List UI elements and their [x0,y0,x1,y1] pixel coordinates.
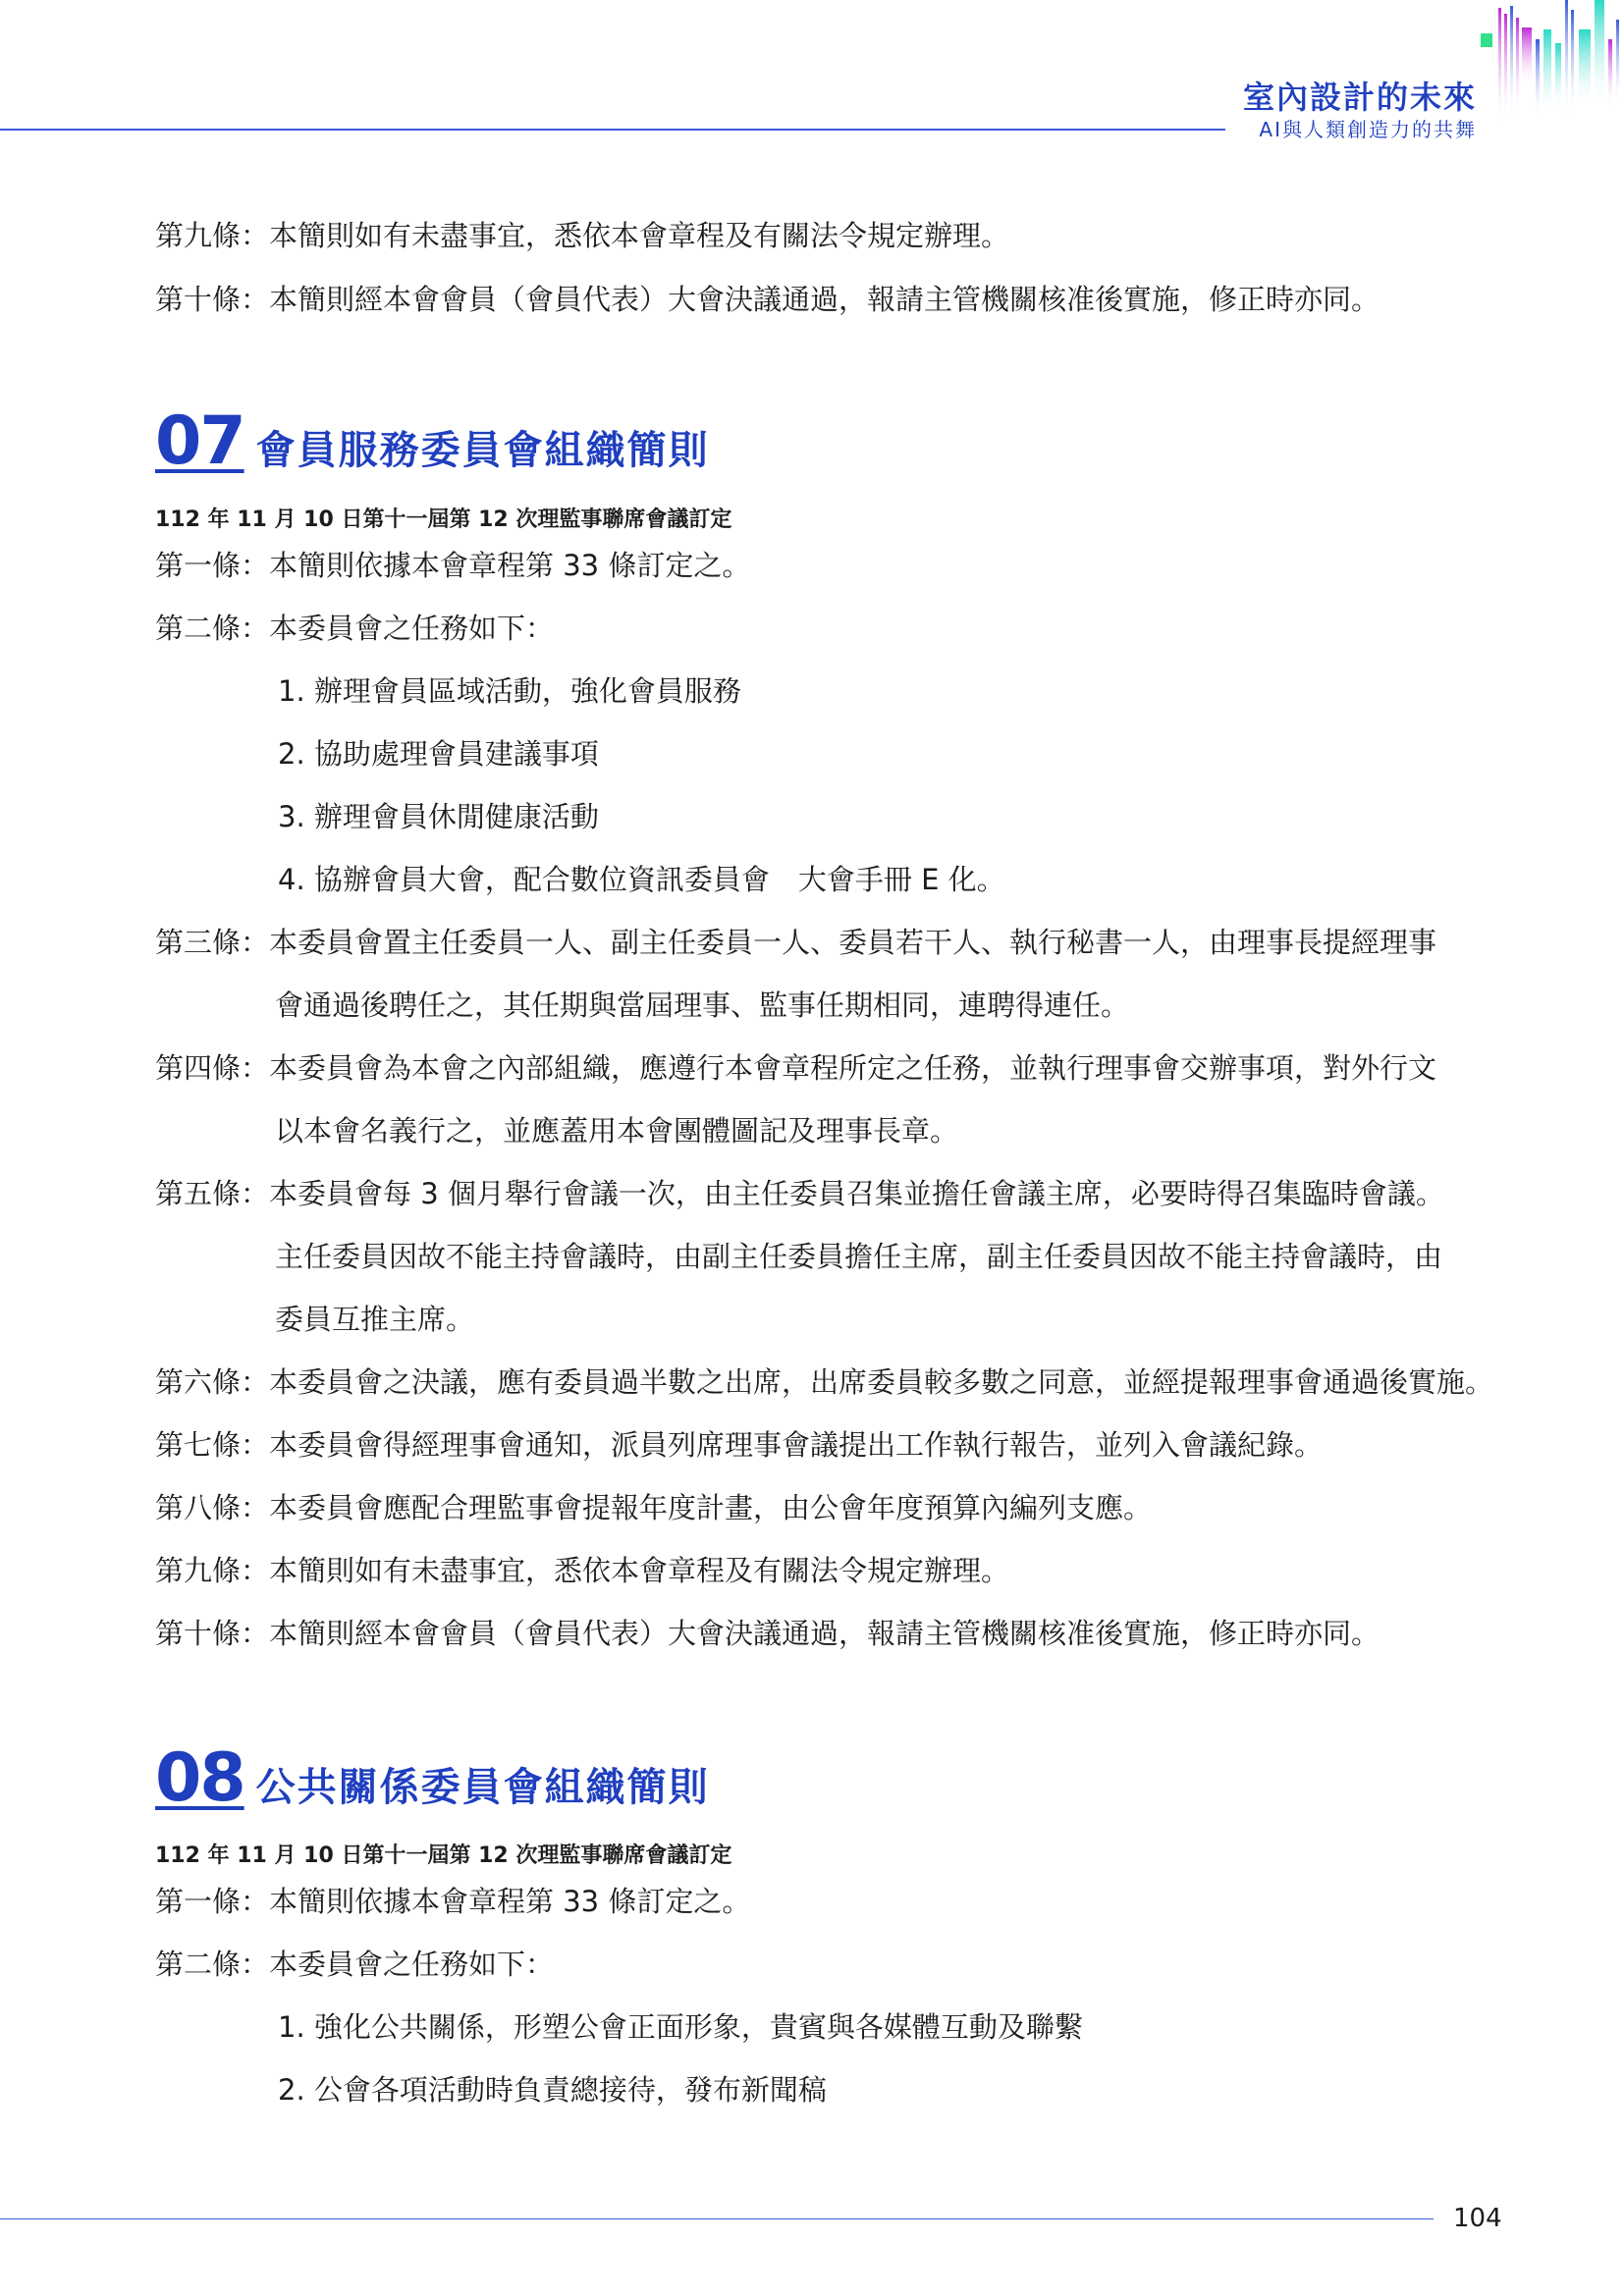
s07-article-5-cont2: 委員互推主席。 [275,1303,475,1336]
article-text: 本簡則經本會會員（會員代表）大會決議通過，報請主管機關核准後實施，修正時亦同。 [269,283,1380,316]
header-decoration-bars [1477,0,1624,137]
article-label: 第九條： [155,219,270,252]
s08-item-2: 2. 公會各項活動時負責總接待，發布新聞稿 [278,2073,827,2107]
article-label: 第一條： [155,1885,270,1918]
s08-item-1: 1. 強化公共關係，形塑公會正面形象，貴賓與各媒體互動及聯繫 [278,2010,1083,2044]
s07-article-4-cont: 以本會名義行之，並應蓋用本會團體圖記及理事長章。 [275,1114,959,1148]
article-label: 第十條： [155,283,270,316]
header-title: 室內設計的未來 [1242,79,1477,116]
page-number: 104 [1453,2204,1502,2233]
article-label: 第五條： [155,1177,270,1210]
s07-article-4 [155,1050,1436,1086]
article-text: 本簡則經本會會員（會員代表）大會決議通過，報請主管機關核准後實施，修正時亦同。 [269,1617,1380,1650]
section-title: 公共關係委員會組織簡則 [255,1765,710,1810]
header-rule [0,129,1225,131]
article-label: 第七條： [155,1428,270,1462]
s07-article-3 [155,925,1436,960]
s07-article-6 [155,1364,1493,1400]
s07-item-3: 3. 辦理會員休閒健康活動 [278,800,599,833]
article-text: 本委員會得經理事會通知，派員列席理事會議提出工作執行報告，並列入會議紀錄。 [269,1428,1324,1462]
article-text: 本委員會之任務如下： [269,1948,555,1981]
article-text: 本簡則如有未盡事宜，悉依本會章程及有關法令規定辦理。 [269,1554,1010,1587]
s07-article-10 [155,1616,1380,1651]
article-label: 第二條： [155,612,270,645]
article-label: 第二條： [155,1948,270,1981]
section-number: 08 [155,1739,244,1817]
article-text: 本簡則依據本會章程第 33 條訂定之。 [269,549,751,582]
section-number: 07 [155,402,244,480]
s07-article-7 [155,1427,1323,1463]
s07-item-4: 4. 協辦會員大會，配合數位資訊委員會 大會手冊 E 化。 [278,863,1005,896]
article-9-top [155,218,1009,253]
section-08-heading [155,1739,710,1817]
article-text: 本委員會置主任委員一人、副主任委員一人、委員若干人、執行秘書一人，由理事長提經理事 [269,926,1437,959]
s07-article-5 [155,1176,1444,1211]
s07-item-2: 2. 協助處理會員建議事項 [278,737,599,771]
article-label: 第八條： [155,1491,270,1524]
article-text: 本簡則依據本會章程第 33 條訂定之。 [269,1885,751,1918]
s08-article-1 [155,1884,750,1919]
article-text: 本委員會應配合理監事會提報年度計畫，由公會年度預算內編列支應。 [269,1491,1153,1524]
article-text: 本委員會每 3 個月舉行會議一次，由主任委員召集並擔任會議主席，必要時得召集臨時會議。 [269,1177,1444,1210]
s07-article-2 [155,611,554,646]
section-title: 會員服務委員會組織簡則 [255,428,710,473]
s07-item-1: 1. 辦理會員區域活動，強化會員服務 [278,674,741,708]
s07-article-9 [155,1553,1009,1588]
section-08-note: 112 年 11 月 10 日第十一屆第 12 次理監事聯席會議訂定 [155,1843,732,1868]
article-text: 本委員會為本會之內部組織，應遵行本會章程所定之任務，並執行理事會交辦事項，對外行文 [269,1051,1437,1085]
article-text: 本委員會之決議，應有委員過半數之出席，出席委員較多數之同意，並經提報理事會通過後實施。 [269,1365,1494,1399]
article-label: 第一條： [155,549,270,582]
s08-article-2 [155,1947,554,1982]
article-label: 第九條： [155,1554,270,1587]
article-label: 第三條： [155,926,270,959]
s07-article-1 [155,548,750,583]
article-10-top [155,282,1380,317]
section-07-note: 112 年 11 月 10 日第十一屆第 12 次理監事聯席會議訂定 [155,507,732,532]
section-07-heading [155,402,710,480]
footer-rule [0,2218,1434,2219]
article-text: 本委員會之任務如下： [269,612,555,645]
article-label: 第四條： [155,1051,270,1085]
article-label: 第十條： [155,1617,270,1650]
header-subtitle: AI與人類創造力的共舞 [1259,118,1477,141]
s07-article-5-cont1: 主任委員因故不能主持會議時，由副主任委員擔任主席，副主任委員因故不能主持會議時，由 [275,1240,1443,1273]
article-text: 本簡則如有未盡事宜，悉依本會章程及有關法令規定辦理。 [269,219,1010,252]
s07-article-8 [155,1490,1152,1525]
article-label: 第六條： [155,1365,270,1399]
s07-article-3-cont: 會通過後聘任之，其任期與當屆理事、監事任期相同，連聘得連任。 [275,988,1130,1022]
